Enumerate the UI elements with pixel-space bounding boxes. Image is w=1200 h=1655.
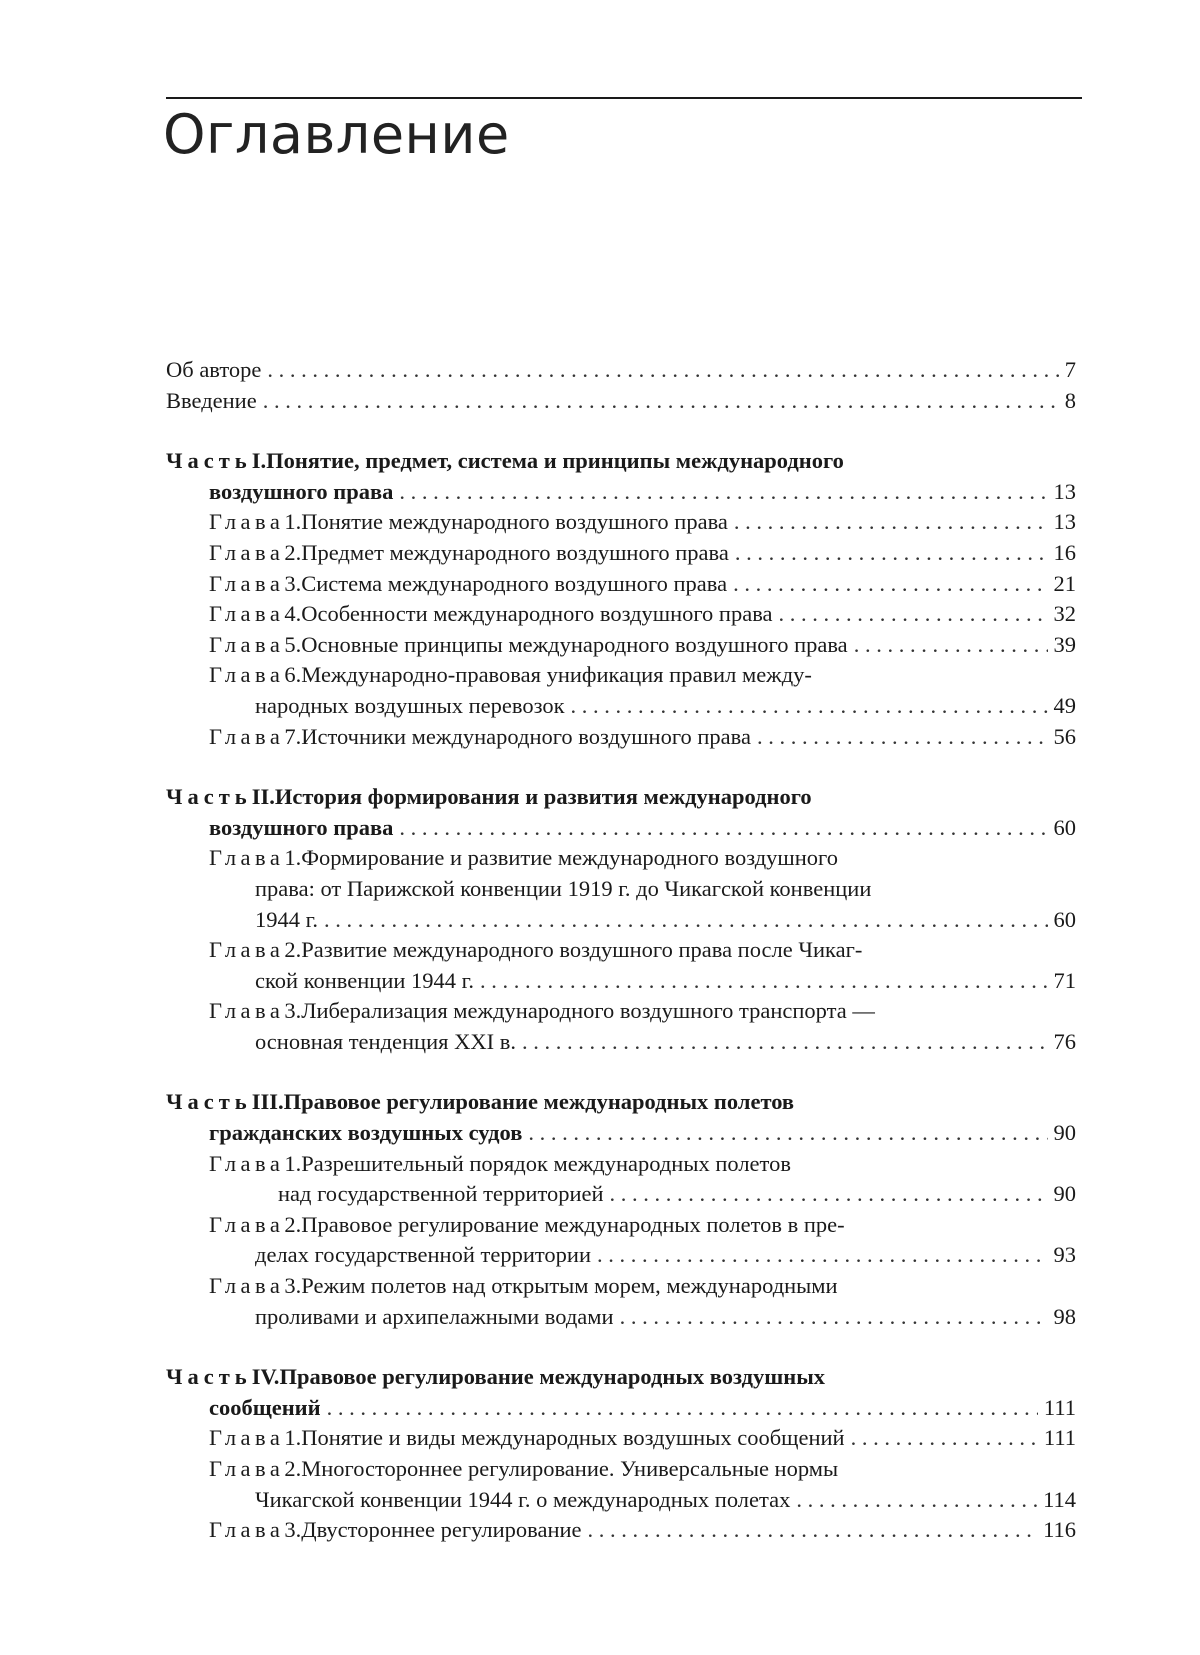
part-title-continued: сообщений (209, 1394, 321, 1420)
leader-dots (399, 477, 1047, 508)
leader-dots (327, 1393, 1038, 1424)
chapter-title: народных воздушных перевозок (255, 692, 565, 718)
chapter-number: 1. (284, 1150, 302, 1176)
toc-page-number: 56 (1053, 723, 1076, 749)
toc-page-number: 93 (1053, 1242, 1076, 1268)
part-heading-line[interactable] (166, 1087, 1076, 1118)
toc-entry-label: Введение (166, 387, 257, 413)
chapter-line[interactable] (166, 630, 1076, 661)
leader-dots (851, 1423, 1038, 1454)
chapter-title: права: от Парижской конвенции 1919 г. до Чикагской конвенции (255, 875, 872, 901)
toc-page-number: 111 (1043, 1394, 1076, 1420)
chapter-number: 3. (284, 570, 302, 596)
leader-dots (588, 1515, 1038, 1546)
chapter-label: Глава (209, 539, 285, 565)
part-numeral: II. (251, 784, 275, 810)
chapter-line[interactable] (166, 1423, 1076, 1454)
part-heading-line[interactable] (166, 782, 1076, 813)
leader-dots (267, 355, 1058, 386)
toc-page-number: 49 (1053, 692, 1076, 718)
chapter-line[interactable] (166, 691, 1076, 722)
toc-page-number: 98 (1053, 1303, 1076, 1329)
part-label: Часть (166, 784, 252, 810)
chapter-number: 5. (284, 631, 302, 657)
chapter-number: 6. (284, 662, 302, 688)
chapter-title: Либерализация международного воздушного транспорта — (301, 998, 875, 1024)
chapter-number: 2. (284, 539, 302, 565)
toc-page-number: 32 (1053, 601, 1076, 627)
chapter-title: Источники международного воздушного права (301, 723, 751, 749)
chapter-line[interactable] (166, 1240, 1076, 1271)
chapter-line[interactable] (166, 843, 1076, 874)
leader-dots (522, 1027, 1048, 1058)
chapter-label: Глава (209, 509, 285, 535)
chapter-line[interactable] (166, 1515, 1076, 1546)
chapter-line[interactable] (166, 996, 1076, 1027)
chapter-label: Глава (209, 662, 285, 688)
toc-page-number: 111 (1043, 1425, 1076, 1451)
part-title: История формирования и развития международного (274, 784, 812, 810)
chapter-title: проливами и архипелажными водами (255, 1303, 614, 1329)
part-title: Правовое регулирование международных воздушных (279, 1364, 826, 1390)
chapter-line[interactable] (166, 569, 1076, 600)
chapter-number: 2. (284, 937, 302, 963)
toc-page-number: 76 (1053, 1028, 1076, 1054)
part-title-continued: воздушного права (209, 478, 394, 504)
chapter-label: Глава (209, 570, 285, 596)
toc-page-number: 8 (1064, 387, 1076, 413)
leader-dots (779, 599, 1048, 630)
toc-page-number: 116 (1043, 1517, 1076, 1543)
chapter-title: Особенности международного воздушного права (301, 601, 773, 627)
part-heading-line[interactable] (166, 813, 1076, 844)
toc-page-number: 16 (1053, 539, 1076, 565)
chapter-title: над государственной территорией (278, 1181, 604, 1207)
chapter-label: Глава (209, 1273, 285, 1299)
part-numeral: I. (251, 448, 267, 474)
chapter-line[interactable] (166, 1454, 1076, 1485)
parts-container (166, 446, 1076, 1546)
part-label: Часть (166, 448, 252, 474)
toc-entry-about-author[interactable] (166, 355, 1076, 386)
chapter-number: 4. (284, 601, 302, 627)
chapter-line[interactable] (166, 660, 1076, 691)
toc-part-1 (166, 446, 1076, 752)
chapter-line[interactable] (166, 1149, 1076, 1180)
chapter-line[interactable] (166, 966, 1076, 997)
part-title: Правовое регулирование международных полетов (283, 1089, 795, 1115)
chapter-number: 3. (284, 1273, 302, 1299)
chapter-title: ской конвенции 1944 г. (255, 967, 474, 993)
toc-page-number: 60 (1053, 814, 1076, 840)
chapter-number: 1. (284, 845, 302, 871)
chapter-line[interactable] (166, 874, 1076, 905)
chapter-line[interactable] (166, 507, 1076, 538)
chapter-title: Система международного воздушного права (301, 570, 728, 596)
chapter-label: Глава (209, 1517, 285, 1543)
chapter-number: 3. (284, 1517, 302, 1543)
chapter-title: Чикагской конвенции 1944 г. о международных полетах (255, 1486, 791, 1512)
leader-dots (796, 1485, 1037, 1516)
chapter-number: 2. (284, 1211, 302, 1237)
part-heading-line[interactable] (166, 477, 1076, 508)
part-heading-line[interactable] (166, 446, 1076, 477)
chapter-title: Понятие международного воздушного права (301, 509, 728, 535)
part-heading-line[interactable] (166, 1118, 1076, 1149)
chapter-line[interactable] (166, 1179, 1076, 1210)
chapter-title: Формирование и развитие международного воздушного (301, 845, 838, 871)
toc-part-2 (166, 782, 1076, 1057)
chapter-title: Предмет международного воздушного права (301, 539, 729, 565)
part-title-continued: гражданских воздушных судов (209, 1120, 523, 1146)
chapter-line[interactable] (166, 935, 1076, 966)
part-label: Часть (166, 1364, 252, 1390)
chapter-line[interactable] (166, 1302, 1076, 1333)
part-title-continued: воздушного права (209, 814, 394, 840)
leader-dots (399, 813, 1047, 844)
toc-page-number: 114 (1043, 1486, 1076, 1512)
chapter-label: Глава (209, 937, 285, 963)
page-title: Оглавление (163, 103, 510, 166)
chapter-title: Разрешительный порядок международных полетов (301, 1150, 791, 1176)
leader-dots (480, 966, 1048, 997)
leader-dots (571, 691, 1048, 722)
chapter-title: Правовое регулирование международных полетов в пре- (301, 1211, 845, 1237)
chapter-title: Режим полетов над открытым морем, международными (301, 1273, 838, 1299)
chapter-label: Глава (209, 601, 285, 627)
part-title: Понятие, предмет, система и принципы международного (266, 448, 844, 474)
chapter-line[interactable] (166, 1210, 1076, 1241)
leader-dots (263, 386, 1059, 417)
leader-dots (620, 1302, 1048, 1333)
toc-page-number: 60 (1053, 906, 1076, 932)
toc-entry-introduction[interactable] (166, 386, 1076, 417)
toc-page-number: 71 (1053, 967, 1076, 993)
chapter-label: Глава (209, 845, 285, 871)
chapter-number: 2. (284, 1456, 302, 1481)
chapter-title: 1944 г. (255, 906, 318, 932)
part-heading-line[interactable] (166, 1362, 1076, 1393)
toc-page-number: 13 (1053, 478, 1076, 504)
leader-dots (324, 905, 1048, 936)
chapter-title: Основные принципы международного воздушного права (301, 631, 848, 657)
part-numeral: IV. (251, 1364, 280, 1390)
chapter-line[interactable] (166, 1271, 1076, 1302)
leader-dots (735, 538, 1048, 569)
chapter-number: 3. (284, 998, 302, 1024)
toc-page-number: 13 (1053, 509, 1076, 535)
part-label: Часть (166, 1089, 252, 1115)
chapter-label: Глава (209, 1456, 285, 1481)
chapter-title: Многостороннее регулирование. Универсальные нормы (301, 1456, 839, 1481)
toc-page-number: 90 (1053, 1120, 1076, 1146)
chapter-title: Понятие и виды международных воздушных сообщений (301, 1425, 845, 1451)
chapter-label: Глава (209, 998, 285, 1024)
toc-entry-label: Об авторе (166, 357, 262, 382)
chapter-line[interactable] (166, 905, 1076, 936)
toc-page-number: 21 (1053, 570, 1076, 596)
front-matter (166, 355, 1076, 416)
chapter-line[interactable] (166, 722, 1076, 753)
chapter-line[interactable] (166, 538, 1076, 569)
chapter-title: основная тенденция XXI в. (255, 1028, 516, 1054)
chapter-line[interactable] (166, 1485, 1076, 1516)
leader-dots (597, 1240, 1048, 1271)
leader-dots (610, 1179, 1048, 1210)
leader-dots (854, 630, 1048, 661)
chapter-number: 1. (284, 509, 302, 535)
part-heading-line[interactable] (166, 1393, 1076, 1424)
chapter-line[interactable] (166, 599, 1076, 630)
leader-dots (757, 722, 1048, 753)
leader-dots (733, 569, 1047, 600)
chapter-title: Международно-правовая унификация правил между- (301, 662, 812, 688)
chapter-label: Глава (209, 1150, 285, 1176)
toc-part-3 (166, 1087, 1076, 1332)
chapter-label: Глава (209, 723, 285, 749)
chapter-number: 7. (284, 723, 302, 749)
chapter-label: Глава (209, 1211, 285, 1237)
leader-dots (528, 1118, 1047, 1149)
toc-page-number: 39 (1053, 631, 1076, 657)
part-numeral: III. (251, 1089, 284, 1115)
chapter-line[interactable] (166, 1027, 1076, 1058)
chapter-label: Глава (209, 1425, 285, 1451)
leader-dots (734, 507, 1048, 538)
chapter-label: Глава (209, 631, 285, 657)
chapter-title: Двустороннее регулирование (301, 1517, 582, 1543)
chapter-number: 1. (284, 1425, 302, 1451)
toc-page-number: 7 (1064, 357, 1076, 382)
chapter-title: делах государственной территории (255, 1242, 591, 1268)
chapter-title: Развитие международного воздушного права после Чикаг- (301, 937, 863, 963)
table-of-contents (166, 355, 1076, 1546)
toc-page-number: 90 (1053, 1181, 1076, 1207)
toc-part-4 (166, 1362, 1076, 1546)
